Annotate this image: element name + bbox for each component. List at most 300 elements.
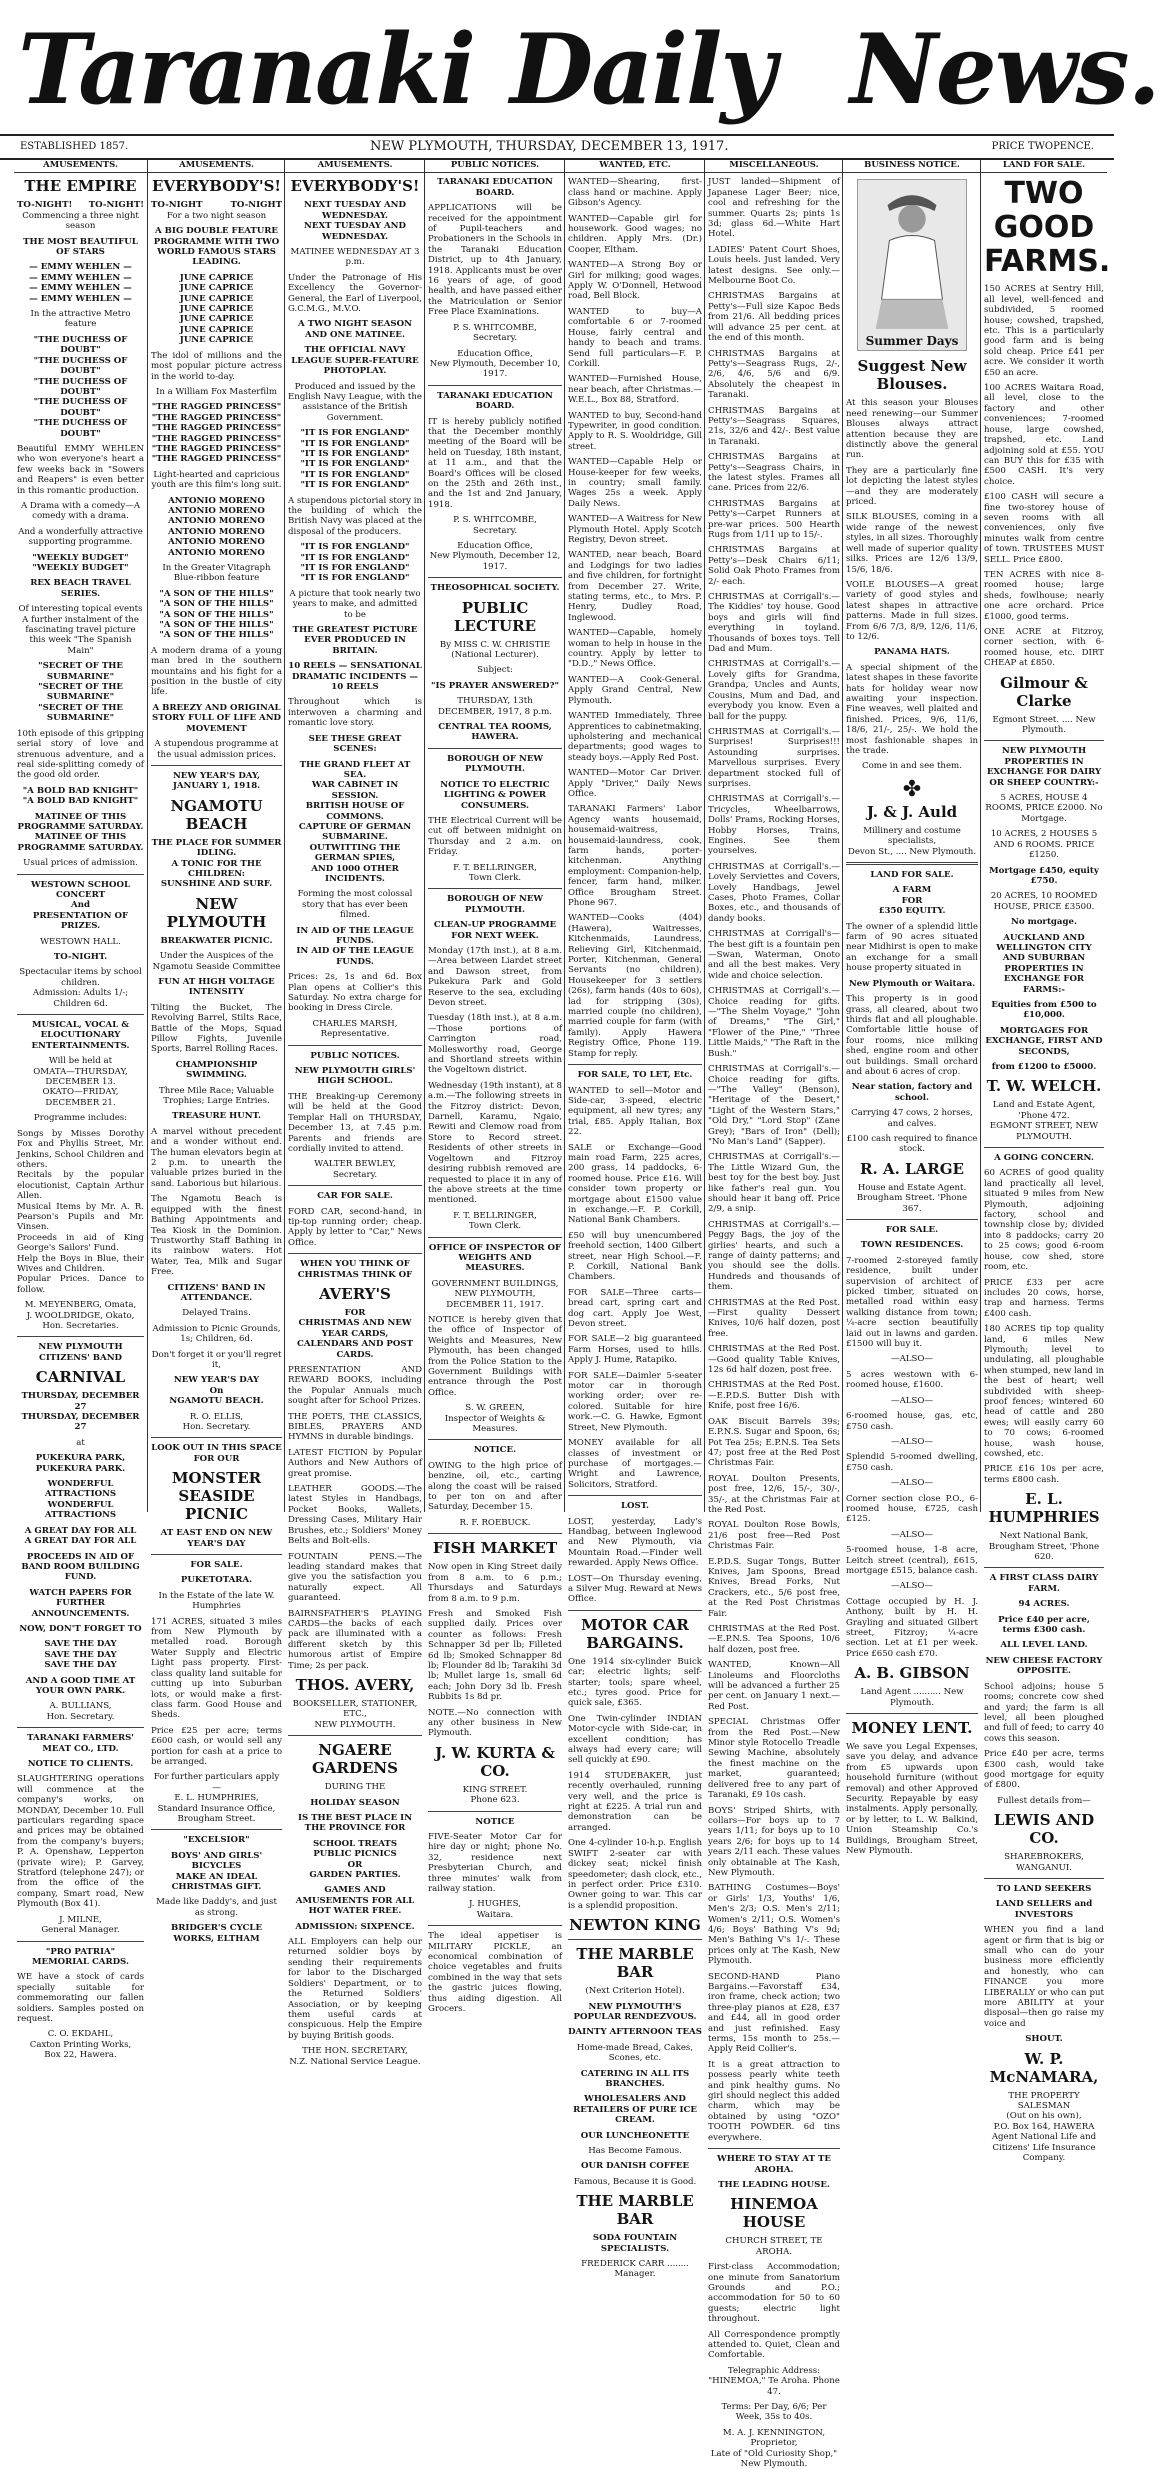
body-paragraph: SALE or Exchange—Good main road Farm, 225 acres, 200 grass, 14 paddocks, 6-roomed house. Price £16. Will consider town property or mortgage about £1500 value in exchange.—F. P. Corkill, National Bank Chambers. xyxy=(568,1142,702,1226)
woman-figure-icon xyxy=(858,180,966,350)
subheading: FOR CHRISTMAS AND NEW YEAR CARDS, CALENDARS AND POST CARDS. xyxy=(297,1307,413,1360)
subheading: OUR LUNCHEONETTE xyxy=(580,2130,690,2141)
masthead-word-daily: Daily xyxy=(510,13,775,126)
body-paragraph: WHEN you find a land agent or firm that is big or small who can do your business more efficiently and honestly, who can FINANCE you more LIBERALLY or who can put more ABILITY at your disposal—then go raise my voice and xyxy=(984,1925,1104,2029)
subheading: ADMISSION: SIXPENCE. xyxy=(295,1921,415,1932)
body-paragraph: IT is hereby publicly notified that the December monthly meeting of the Board will be held on Tuesday, 18th instant, at 11 a.m., and that the Board's Offices will be closed on the 25th and 26th inst., and the 1st and 2nd January, 1918. xyxy=(428,416,562,510)
centered-text: 20 ACRES, 10 ROOMED HOUSE, PRICE £3500. xyxy=(990,891,1098,912)
subheading: THE MOST BEAUTIFUL OF STARS xyxy=(23,236,138,258)
divider xyxy=(17,1336,144,1337)
display-headline: PUBLIC LECTURE xyxy=(453,598,537,635)
subheading: A TWO NIGHT SEASON AND ONE MATINEE. xyxy=(298,319,412,340)
subheading: MATINEE OF THIS PROGRAMME SATURDAY. MATINEE OF THIS PROGRAMME SATURDAY. xyxy=(17,811,144,853)
display-headline: THE MARBLE BAR xyxy=(576,2192,694,2229)
body-paragraph: Cottage occupied by H. J. Anthony, built by H. H. Grayling and situated Gilbert street, Fitzroy; ¼-acre section. Let at £1 per week. Price £650 cash £70. xyxy=(846,1596,978,1659)
subheading: FOR SALE. xyxy=(885,1225,939,1235)
centered-text: For a two night season xyxy=(166,210,267,221)
body-paragraph: WANTED—A Strong Boy or Girl for milking; good wages. Apply W. O'Donnell, Hetwood road, Bell Block. xyxy=(568,260,702,302)
body-paragraph: ROYAL Doulton Rose Bowls, 21/6 post free—Red Post Christmas Fair. xyxy=(708,1520,840,1552)
centered-text: Three Mile Race; Valuable Trophies; Large Entries. xyxy=(159,1085,274,1107)
subheading: "IS PRAYER ANSWERED?" xyxy=(431,680,559,691)
body-paragraph: WANTED—Shearing, first-class hand or machine. Apply Gibson's Agency. xyxy=(568,177,702,209)
centered-text: R. F. ROEBUCK. xyxy=(459,1517,531,1528)
body-paragraph: 5-roomed house, 1-8 acre, Leitch street (central), £615, mortgage £515, balance cash. xyxy=(846,1545,978,1576)
column-header: WANTED, ETC. xyxy=(565,160,705,173)
centered-text: A picture that took nearly two years to make, and admitted to be xyxy=(289,588,421,620)
divider xyxy=(428,1811,562,1812)
subheading: CLEAN-UP PROGRAMME FOR NEXT WEEK. xyxy=(433,920,557,941)
body-paragraph: 100 ACRES Waitara Road, all level, close to the factory and other conveniences; 7-roomed house, large cowshed, trapshed, etc. Land adjoining sold at £55. YOU can BUY this for £35 with £500 CASH. It's very choice. xyxy=(984,383,1104,487)
column-8 xyxy=(980,160,1111,2164)
body-paragraph: The ideal appetiser is MILITARY PICKLE, an economical combination of choice vegetables and fruits combined in the way that sets the gastric juices flowing, thus aiding digestion. All Grocers. xyxy=(428,1931,562,2015)
subheading: BOROUGH OF NEW PLYMOUTH. xyxy=(446,894,544,915)
body-paragraph: BATHING Costumes—Boys' or Girls' 1/3, Youths' 1/6, Men's 2/3; O.S. Men's 2/11; Women's 2/11; O.S. Women's 4/6; Boys' Bathing V's 9d; Men's Bathing V's 1/-. These prices only at The Kash, New Plymouth. xyxy=(708,1883,840,1967)
centered-text: —ALSO— xyxy=(890,1478,934,1489)
body-paragraph: CHRISTMAS Bargains at Petty's—Desk Chairs 6/11; Solid Oak Photo Frames from 2/- each. xyxy=(708,545,840,587)
body-paragraph: WANTED—Motor Car Driver. Apply "Driver," Daily News Office. xyxy=(568,768,702,799)
body-paragraph: CHRISTMAS at Corrigall's.—Choice reading for gifts.—"The Valley" (Benson), "Heritage of the Desert," "Light of the Western Stars," "Old Dry," "Lord Stop" (Zane Grey); "Bars of Iron" (Dell); "No Man's Land" (Sapper). xyxy=(708,1064,840,1147)
column-header: BUSINESS NOTICE. xyxy=(843,160,981,173)
subheading: MUSICAL, VOCAL & ELOCUTIONARY ENTERTAINMENTS. xyxy=(31,1020,130,1051)
body-paragraph: LOST, yesterday, Lady's Handbag, between Inglewood and New Plymouth, via Mountain Road.—Finder well rewarded. Apply News Office. xyxy=(568,1516,702,1569)
established-label: ESTABLISHED 1857. xyxy=(20,141,129,152)
centered-text: In the Estate of the late W. Humphries xyxy=(158,1590,275,1612)
divider xyxy=(708,2148,840,2149)
body-paragraph: 1914 STUDEBAKER, just recently overhauled, running very well, and the price is right at £225. A trial run and demonstration can be arranged. xyxy=(568,1770,702,1833)
centered-text: Famous, Because it is Good. xyxy=(573,2176,697,2187)
display-headline: Gilmour & Clarke xyxy=(1000,673,1088,710)
display-headline: LEWIS AND CO. xyxy=(993,1811,1095,1848)
subheading: SAVE THE DAY SAVE THE DAY SAVE THE DAY xyxy=(44,1639,117,1671)
body-paragraph: CHRISTMAS at Corrigall's—The best gift is a fountain pen—Swan, Waterman, Onoto and all the best makes. Very wide and choice selection. xyxy=(708,929,840,981)
divider xyxy=(288,1735,422,1736)
divider xyxy=(568,1610,702,1611)
body-paragraph: APPLICATIONS will be received for the appointment of Pupil-teachers and Probationers in the Schools in the Taranaki Education District, up to 4th January, 1918. Applicants must be over 16 years of age, of good health, and have passed either the Matriculation or Senior Free Place Examinations. xyxy=(428,203,562,318)
centered-text: 10 ACRES, 2 HOUSES 5 AND 6 ROOMS. PRICE £1250. xyxy=(990,829,1098,861)
body-paragraph: SECOND-HAND Piano Bargains.—Favorstaff £34, iron frame, check action; two three-play pianos at £28, £37 and £44, all in good order and just refinished. Easy terms, 15s month to 25s.—Apply Reid Collier's. xyxy=(708,1971,840,2055)
display-headline: E. L. HUMPHRIES xyxy=(988,1490,1100,1527)
subheading: TO-NIGHT. xyxy=(53,952,108,962)
body-paragraph: Tilting the Bucket, The Revolving Barrel, Stilts Race, Battle of the Mops, Squad Pillow Fights, Juvenile Sports, Barrel Rolling Races. xyxy=(151,1002,282,1055)
centered-text: A stupendous programme at the usual admission prices. xyxy=(154,739,279,760)
body-paragraph: £50 will buy unencumbered freehold section, 1400 Gilbert street, near High School.—F. P. Corkill, National Bank Chambers. xyxy=(568,1230,702,1283)
body-paragraph: CHRISTMAS Bargains at Petty's—Seagrass Squares, 21s, 32/6 and 42/-. Best value in Taranaki. xyxy=(708,405,840,447)
divider xyxy=(428,1533,562,1534)
subheading: WATCH PAPERS FOR FURTHER ANNOUNCEMENTS. xyxy=(29,1587,132,1619)
body-paragraph: School adjoins; house 5 rooms; concrete cow shed and yard; the farm is all level, all been ploughed and full of feed; to carry 40 cows this season. xyxy=(984,1681,1104,1744)
subheading: CHAMPIONSHIP SWIMMING. xyxy=(175,1059,258,1081)
subheading: TREASURE HUNT. xyxy=(172,1111,261,1122)
body-paragraph: CHRISTMAS at the Red Post.—E.P.N.S. Tea Spoons, 10/6 half dozen, post free. xyxy=(708,1624,840,1655)
subheading: NEW PLYMOUTH CITIZENS' BAND xyxy=(38,1342,123,1363)
body-paragraph: JUST landed—Shipment of Japanese Lager Beer; nice, cool and refreshing for the summer. Quarts 2s; pints 1s 3d; glass 6d.—White Hart Hotel. xyxy=(708,177,840,240)
body-paragraph: CHRISTMAS Bargains at Petty's—Carpet Runners at pre-war prices. 500 Hearth Rugs from 1/11 up to 15/-. xyxy=(708,498,840,540)
centered-text: —ALSO— xyxy=(890,1354,934,1365)
subheading: ANTONIO MORENO ANTONIO MORENO ANTONIO MORENO ANTONIO MORENO ANTONIO MORENO ANTONIO MORENO xyxy=(168,495,265,558)
body-paragraph: CHRISTMAS at the Red Post.—E.P.D.S. Butter Dish with Knife, post free 16/6. xyxy=(708,1380,840,1412)
body-paragraph: CHRISTMAS at the Red Post.—Good quality Table Knives, 12s 6d half dozen, post free. xyxy=(708,1344,840,1376)
centered-text: Spectacular items by school children. Admission: Adults 1/-; Children 6d. xyxy=(19,967,142,1009)
body-paragraph: LEATHER GOODS.—The latest Styles in Handbags, Pocket Books, Wallets, Dressing Cases, Military Hair Brushes, etc.; Soldiers' Money Belts and Bolt-ells. xyxy=(288,1484,422,1547)
centered-text: Fullest details from— xyxy=(997,1795,1091,1806)
body-paragraph: One 1914 six-cylinder Buick car; electric lights; self-starter; tools; spare wheel, etc.; tyres good. Price for quick sale, £365. xyxy=(568,1656,702,1709)
body-paragraph: WANTED to buy, Second-hand Typewriter, in good condition. Apply to R. S. Wooldridge, Gill street. xyxy=(568,410,702,452)
headline-row xyxy=(151,200,282,210)
headline-row xyxy=(17,200,144,210)
body-paragraph: CHRISTMAS Bargains at Petty's—Seagrass Chairs, in the latest styles. Frames all cane. Prices from 22/6. xyxy=(708,452,840,494)
column-6 xyxy=(704,160,843,2469)
body-paragraph: Corner section close P.O., 6-roomed house, £725, cash £125. xyxy=(846,1493,978,1525)
centered-text: WALTER BEWLEY, Secretary. xyxy=(314,1159,396,1180)
centered-text: House and Estate Agent. Brougham Street. 'Phone 367. xyxy=(856,1182,968,1214)
ornament-icon: ✤ xyxy=(902,776,922,802)
display-headline: FISH MARKET xyxy=(432,1539,558,1558)
divider xyxy=(568,1939,702,1940)
centered-text: Don't forget it or you'll regret it, xyxy=(151,1349,282,1370)
centered-text: Carrying 47 cows, 2 horses, and calves. xyxy=(851,1108,973,1129)
body-paragraph: Now open in King Street daily from 8 a.m. to 6 p.m.; Thursdays and Saturdays from 8 a.m. to 9 p.m. xyxy=(428,1562,562,1604)
subheading: 94 ACRES. xyxy=(1018,1599,1070,1610)
divider xyxy=(428,748,562,749)
subheading: NEW PLYMOUTH PROPERTIES IN EXCHANGE FOR DAIRY OR SHEEP COUNTRY:- xyxy=(986,746,1102,788)
subheading: A FARM FOR £350 EQUITY. xyxy=(878,885,946,917)
centered-text: F. T. BELLRINGER, Town Clerk. xyxy=(453,862,537,883)
subheading: NEW CHEESE FACTORY OPPOSITE. xyxy=(985,1655,1103,1677)
subheading: "THE DUCHESS OF DOUBT" "THE DUCHESS OF DOUBT" "THE DUCHESS OF DOUBT" "THE DUCHESS OF DOUBT" "THE DUCHESS OF DOUBT" xyxy=(33,334,128,439)
display-headline: THOS. AVERY, xyxy=(295,1675,415,1694)
body-paragraph: WANTED—Cooks (404) (Hawera), Waitresses, Kitchenmaids, Laundress, Relieving Girl, Kitchenmaid, Porter, Kitchenman, General Servants (no children), Housekeeper for 3 settlers (26s), farm hands (40s to 60s), lad for stripping (30s), married couple (no children), married couple for farm (with family). Apply Hawera Registry Office, Phone 119. Stamp for reply. xyxy=(568,913,702,1059)
body-paragraph: A modern drama of a young man bred in the southern mountains and his fight for a position in the bustle of city life. xyxy=(151,645,282,698)
subheading: "IT IS FOR ENGLAND" "IT IS FOR ENGLAND" "IT IS FOR ENGLAND" "IT IS FOR ENGLAND" xyxy=(300,542,410,584)
column-header: AMUSEMENTS. xyxy=(14,160,147,173)
centered-text: P. S. WHITCOMBE, Secretary. xyxy=(453,322,537,344)
body-paragraph: 60 ACRES of good quality land practically all level, situated 9 miles from New Plymouth, adjoining factory, school and township close by; divided into 8 paddocks; carry 20 to 25 cows; good 6-room house, cow shed, store room, etc. xyxy=(984,1168,1104,1273)
display-headline: AVERY'S xyxy=(319,1284,391,1303)
body-paragraph: WANTED, Known—All Linoleums and Floorcloths will be advanced a further 25 per cent. on January 1 next.—Red Post. xyxy=(708,1660,840,1712)
subheading: "IT IS FOR ENGLAND" "IT IS FOR ENGLAND" "IT IS FOR ENGLAND" "IT IS FOR ENGLAND" "IT IS FOR ENGLAND" "IT IS FOR ENGLAND" xyxy=(300,428,410,491)
centered-text: THURSDAY, 13th DECEMBER, 1917, 8 p.m. xyxy=(438,696,552,717)
subheading: A FIRST CLASS DAIRY FARM. xyxy=(989,1573,1099,1594)
centered-text: Forming the most colossal story that has ever been filmed. xyxy=(297,889,413,921)
body-paragraph: It is a great attraction to possess pearly white teeth and pink healthy gums. No girl should neglect this added charm, which may be obtained by using "OZO" TOOTH POWDER. 6d tins everywhere. xyxy=(708,2059,840,2143)
body-paragraph: One 4-cylinder 10-h.p. English SWIFT 2-seater car with dickey seat; nickel finish speedometer; dash clock, etc., in perfect order. Price £310. Owner going to war. This car is a splendid proposition. xyxy=(568,1838,702,1911)
display-headline: THE EMPIRE xyxy=(24,177,137,196)
centered-text: Millinery and costume specialists, Devon St., .... New Plymouth. xyxy=(847,825,977,857)
price-label: PRICE TWOPENCE. xyxy=(991,141,1094,152)
body-paragraph: THE Breaking-up Ceremony will be held at the Good Templar Hall on THURSDAY, December 13, at 7.45 p.m. Parents and friends are cordially invited to attend. xyxy=(288,1091,422,1154)
masthead-word-taranaki: Taranaki xyxy=(18,13,475,126)
body-paragraph: At this season your Blouses need renewing—our Summer Blouses always attract attention because they are distinctly above the general run. xyxy=(846,398,978,461)
subheading: PROCEEDS IN AID OF BAND ROOM BUILDING FUND. xyxy=(21,1551,140,1583)
subheading: WHERE TO STAY AT TE AROHA. xyxy=(717,2154,831,2175)
body-paragraph: FIVE-Seater Motor Car for hire day or night; phone No. 32, residence next Presbyterian Church, and three minutes' walk from railway station. xyxy=(428,1832,562,1895)
body-paragraph: Beautiful EMMY WEHLEN who won everyone's heart a few weeks back in "Sowers and Reapers" is even better in this romantic production. xyxy=(17,443,144,496)
headline-text: TO-NIGHT xyxy=(230,200,282,211)
body-paragraph: WANTED—A Cook-General. Apply Grand Central, New Plymouth. xyxy=(568,674,702,706)
subheading: WHEN YOU THINK OF CHRISTMAS THINK OF xyxy=(297,1259,413,1280)
column-header: LAND FOR SALE. xyxy=(981,160,1107,173)
divider xyxy=(428,1925,562,1926)
display-headline: Suggest New Blouses. xyxy=(857,357,967,394)
divider xyxy=(17,1727,144,1728)
body-paragraph: WANTED, near beach, Board and Lodgings for two ladies and five children, for fortnight from December 27. Write, stating terms, etc., to Mrs. P. Henry, Dudley Road, Inglewood. xyxy=(568,550,702,623)
subheading: SEE THESE GREAT SCENES: xyxy=(308,733,402,755)
body-paragraph: SILK BLOUSES, coming in a wide range of the newest styles, in all sizes. Thoroughly well made of superior quality silks. Prices are 12/6 13/9, 15/6, 18/6. xyxy=(846,512,978,575)
display-headline: A. B. GIBSON xyxy=(854,1664,970,1683)
illustration-caption: Summer Days xyxy=(865,334,959,348)
headline-text: TO-NIGHT! xyxy=(17,200,73,211)
body-paragraph: Prices: 2s, 1s and 6d. Box Plan opens at Collier's this Saturday. No extra charge for booking in Dress Circle. xyxy=(288,972,422,1014)
subheading: TOWN RESIDENCES. xyxy=(860,1240,964,1251)
column-header: AMUSEMENTS. xyxy=(285,160,425,173)
centered-text: —ALSO— xyxy=(890,1581,934,1592)
body-paragraph: OAK Biscuit Barrels 39s; E.P.N.S. Sugar and Spoon, 6s; Pot Tea 25s; E.P.N.S. Tea Sets 47; post free at the Red Post Christmas Fair. xyxy=(708,1416,840,1469)
subheading: A BREEZY AND ORIGINAL STORY FULL OF LIFE AND MOVEMENT xyxy=(151,702,282,734)
divider xyxy=(428,577,562,578)
divider xyxy=(17,1014,144,1015)
centered-text: KING STREET. Phone 623. xyxy=(462,1784,528,1806)
body-paragraph: FORD CAR, second-hand, in tip-top running order; cheap. Apply by letter to "Car," News Office. xyxy=(288,1206,422,1248)
subheading: BREAKWATER PICNIC. xyxy=(160,935,273,946)
column-4 xyxy=(424,160,565,2015)
centered-text: CHARLES MARSH, Representative. xyxy=(312,1018,398,1040)
divider xyxy=(151,1437,282,1438)
subheading: No mortgage. xyxy=(1011,917,1077,928)
centered-text: Land and Estate Agent, 'Phone 472. EGMONT STREET, NEW PLYMOUTH. xyxy=(989,1100,1099,1142)
column-2 xyxy=(147,160,285,1944)
centered-text: And a wonderfully attractive supporting programme. xyxy=(18,526,143,548)
subheading: New Plymouth or Waitara. xyxy=(848,978,976,989)
subheading: "A SON OF THE HILLS" "A SON OF THE HILLS" "A SON OF THE HILLS" "A SON OF THE HILLS" "A SON OF THE HILLS" xyxy=(159,588,274,641)
subheading: GAMES AND AMUSEMENTS FOR ALL HOT WATER FREE. xyxy=(295,1885,415,1917)
body-paragraph: FOUNTAIN PENS.—The leading standard makes that give you the satisfaction you naturally expect. All guaranteed. xyxy=(288,1551,422,1604)
subheading: ALL LEVEL LAND. xyxy=(1000,1640,1088,1651)
body-paragraph: CHRISTMAS at the Red Post.—First quality Dessert Knives, 10/6 half dozen, post free. xyxy=(708,1297,840,1339)
subheading: MORTGAGES FOR EXCHANGE, FIRST AND SECONDS, xyxy=(985,1025,1103,1057)
subheading: PUBLIC NOTICES. xyxy=(310,1050,400,1061)
body-paragraph: BOYS' Striped Shirts, with collars—For boys up to 7 years 1/11; for boys up to 10 years 2/6; for boys up to 14 years 2/11 each. These values only obtainable at The Kash, New Plymouth. xyxy=(708,1805,840,1878)
centered-text: Has Become Famous. xyxy=(588,2146,682,2156)
divider xyxy=(984,1147,1104,1148)
body-paragraph: We save you Legal Expenses, save you delay, and advance from £5 upwards upon household furniture (without removal) and other Approved Security. Repayable by easy instalments. Apply personally, or by letter, to L. W. Balkind, Union Steamship Co.'s Buildings, Brougham Street, New Plymouth. xyxy=(846,1742,978,1857)
divider xyxy=(984,1878,1104,1879)
subheading: THE GRAND FLEET AT SEA. WAR CABINET IN SESSION. BRITISH HOUSE OF COMMONS. CAPTURE OF GERMAN SUBMARINE. OUTWITTING THE GERMAN SPIES, AND 1000 OTHER INCIDENTS. xyxy=(298,759,412,884)
centered-text: GOVERNMENT BUILDINGS, NEW PLYMOUTH, DECEMBER 11, 1917. xyxy=(431,1278,559,1310)
centered-text: £100 cash required to finance stock. xyxy=(846,1133,978,1155)
display-headline: NEWTON KING xyxy=(569,1916,701,1935)
body-paragraph: ROYAL Doulton Presents, post free, 12/6, 15/-, 30/-, 35/-, at the Christmas Fair at the Red Post. xyxy=(708,1473,840,1515)
divider xyxy=(288,1185,422,1186)
subheading: LOST. xyxy=(620,1501,649,1512)
subheading: TO LAND SEEKERS xyxy=(996,1883,1092,1894)
display-headline: EVERYBODY'S! xyxy=(290,177,420,196)
body-paragraph: Monday (17th inst.), at 8 a.m.—Area between Liardet street and Dawson street, from Pukekura Park and Gold Reserve to the sea, excluding Devon street. xyxy=(428,945,562,1008)
body-paragraph: CHRISTMAS at Corrigall's.—Lovely gifts for Grandma, Grandpa, Uncles and Aunts, Cousins, Mum and Dad, and everybody you know. Even a ball for the puppy. xyxy=(708,659,840,722)
body-paragraph: CHRISTMAS at Corrigall's.—The Kiddies' toy house. Good boys and girls will find everything in toyland. Thousands of boxes toys. Tell Dad and Mum. xyxy=(708,592,840,655)
subheading: THE LEADING HOUSE. xyxy=(718,2179,830,2190)
subheading: IN AID OF THE LEAGUE FUNDS. IN AID OF THE LEAGUE FUNDS. xyxy=(296,925,414,967)
subheading: WESTOWN SCHOOL CONCERT And PRESENTATION OF PRIZES. xyxy=(31,879,130,932)
divider xyxy=(428,1439,562,1440)
body-paragraph: One Twin-cylinder INDIAN Motor-cycle with Side-car, in excellent condition; has always had every care; will sell quickly at £90. xyxy=(568,1713,702,1766)
body-paragraph: CHRISTMAS Bargains at Petty's—Full size Kapoc Beds from 21/6. All bedding prices will advance 25 per cent. at the end of this month. xyxy=(708,291,840,344)
centered-text: Programme includes: xyxy=(33,1113,128,1124)
body-paragraph: BAIRNSFATHER'S PLAYING CARDS—the backs of each pack are illuminated with a different sketch by this humorous artist of Empire Time; 2s per pack. xyxy=(288,1608,422,1671)
subheading: Equities from £500 to £10,000. xyxy=(991,999,1097,1021)
body-paragraph: WANTED—A Waitress for New Plymouth Hotel. Apply Scotch Registry, Devon street. xyxy=(568,514,702,545)
body-paragraph: They are a particularly fine lot depicting the latest styles—and they are moderately priced. xyxy=(846,465,978,508)
body-paragraph: MONEY available for all classes of investment or purchase of mortgages.—Wright and Lawrence, Solicitors, Stratford. xyxy=(568,1438,702,1490)
centered-text: Made like Daddy's, and just as strong. xyxy=(156,1897,277,1918)
subheading: AT EAST END ON NEW YEAR'S DAY xyxy=(160,1528,273,1549)
display-headline: W. P. McNAMARA, xyxy=(989,2049,1099,2086)
body-paragraph: NOTICE is hereby given that the office of Inspector of Weights and Measures, New Plymouth, has been changed from the Police Station to the Government Buildings with entrance through the Post Office. xyxy=(428,1314,562,1398)
body-paragraph: A marvel without precedent and a wonder without end. The human elevators begin at 2 p.m. to unearth the valuable prizes buried in the sand. Laborious but hilarious. xyxy=(151,1126,282,1189)
body-paragraph: ONE ACRE at Fitzroy, corner section, with 6-roomed house, etc. DIRT CHEAP at £850. xyxy=(984,627,1104,669)
subheading: SODA FOUNTAIN SPECIALISTS. xyxy=(592,2233,678,2254)
body-paragraph: This property is in good grass, all cleared, about two thirds flat and all ploughable. Comfortable little house of four rooms, nice milking shed, engine room and other out buildings. Small orchard and about 6 acres of crop. xyxy=(846,994,978,1077)
display-headline: MOTOR CAR BARGAINS. xyxy=(581,1615,689,1652)
subheading: CAR FOR SALE. xyxy=(317,1191,393,1202)
display-headline: J. W. KURTA & CO. xyxy=(435,1743,555,1780)
subheading: CITIZENS' BAND IN ATTENDANCE. xyxy=(167,1282,266,1303)
column-header: AMUSEMENTS. xyxy=(148,160,285,173)
centered-text: In the Greater Vitagraph Blue-ribbon feature xyxy=(162,563,271,584)
column-1 xyxy=(14,160,147,2061)
centered-text: S. W. GREEN, Inspector of Weights & Measures. xyxy=(444,1403,546,1435)
body-paragraph: FOR SALE—2 big guaranteed Farm Horses, used to hills. Apply J. Hume, Ratapiko. xyxy=(568,1334,702,1366)
body-paragraph: The owner of a splendid little farm of 90 acres situated near Midhirst is open to make an exchange for a small house property situated in xyxy=(846,921,978,974)
centered-text: M. MEYENBERG, Omata, J. WOOLDRIDGE, Okato, Hon. Secretaries. xyxy=(24,1300,137,1331)
subheading: "WEEKLY BUDGET" "WEEKLY BUDGET" xyxy=(32,552,129,573)
centered-text: Light-hearted and capricious youth are this film's long suit. xyxy=(151,469,282,491)
subheading: THE GREATEST PICTURE EVER PRODUCED IN BRITAIN. xyxy=(292,625,418,656)
centered-text: at xyxy=(76,1437,85,1448)
body-paragraph: NOTE.—No connection with any other business in New Plymouth. xyxy=(428,1707,562,1739)
body-paragraph: WANTED—Capable, homely woman to help in house in the country. Apply by letter to "D.D.," News Office. xyxy=(568,628,702,670)
centered-text: (Next Criterion Hotel). xyxy=(585,1986,685,1997)
subheading: JUNE CAPRICE JUNE CAPRICE JUNE CAPRICE JUNE CAPRICE JUNE CAPRICE JUNE CAPRICE JUNE CAPRICE xyxy=(179,272,254,346)
subheading: OFFICE OF INSPECTOR OF WEIGHTS AND MEASURES. xyxy=(428,1242,562,1274)
body-paragraph: 10th episode of this gripping serial story of love and strenuous adventure, and a real side-splitting comedy of the good old order. xyxy=(17,728,144,781)
subheading: PANAMA HATS. xyxy=(874,647,950,658)
body-paragraph: TEN ACRES with nice 8-roomed house; large sheds, fowlhouse; nearly one acre orchard. Price £1000, good terms. xyxy=(984,569,1104,622)
centered-text: For further particulars apply— E. L. HUMPHRIES, Standard Insurance Office, Brougham Street. xyxy=(153,1772,280,1824)
body-paragraph: TARANAKI Farmers' Labor Agency wants housemaid, housemaid-waitress, housemaid-laundress, cook, farm hands, porter-kitchenman. Anything employment: Companion-help, fencer, farm hand, milker. Office Brougham Street. Phone 967. xyxy=(568,804,702,908)
display-headline: J. & J. Auld xyxy=(866,802,958,821)
body-paragraph: CHRISTMAS at Corrigall's.—Surprises! Surprises!!! Astounding surprises. Marvellous surprises. Every department stocked full of surprises. xyxy=(708,726,840,789)
centered-text: A Drama with a comedy—A comedy with a drama. xyxy=(20,500,141,522)
display-headline: THE MARBLE BAR xyxy=(576,1945,694,1982)
subheading: SCHOOL TREATS PUBLIC PICNICS OR GARDEN PARTIES. xyxy=(309,1838,401,1881)
column-3 xyxy=(284,160,425,2067)
divider xyxy=(17,1941,144,1942)
place-date: NEW PLYMOUTH, THURSDAY, DECEMBER 13, 1917. xyxy=(370,139,729,154)
body-paragraph: 171 ACRES, situated 3 miles from New Plymouth by metalled road. Borough Water Supply and Electric Light pass property. First-class quality land suitable for cutting up into Suburban lots, or would make a first-class farm. Good House and Sheds. xyxy=(151,1616,282,1721)
subheading: NEW PLYMOUTH'S POPULAR RENDEZVOUS. xyxy=(573,2001,697,2022)
display-headline: T. W. WELCH. xyxy=(986,1077,1102,1096)
display-headline: TWO GOOD FARMS. xyxy=(984,176,1111,280)
centered-text: Delayed Trains. xyxy=(182,1308,251,1319)
body-paragraph: WANTED to buy—A comfortable 6 or 7-roomed House, fairly central and handy to beach and trams. Send full particulars—F. P. Corkill. xyxy=(568,306,702,369)
divider xyxy=(846,1219,978,1220)
subheading: BOYS' AND GIRLS' BICYCLES MAKE AN IDEAL CHRISTMAS GIFT. xyxy=(170,1850,263,1892)
centered-text: Under the Auspices of the Ngamotu Seaside Committee xyxy=(152,951,281,972)
body-paragraph: Price £40 per acre, terms £300 cash, would take good mortgage for equity of £800. xyxy=(984,1749,1104,1791)
body-paragraph: CHRISTMAS at Corrigall's.—The Little Wizard Gun, the best toy for the best boy. Just like father's real gun. You should hear it bang off. Price 2/9, a snip. xyxy=(708,1152,840,1215)
subheading: TARANAKI FARMERS' MEAT CO., LTD. xyxy=(27,1733,134,1754)
body-paragraph: CHRISTMAS Bargains at Petty's—Seagrass Rugs, 2/-, 2/6, 4/6, 5/6 and 6/9. Absolutely the cheapest in Taranaki. xyxy=(708,348,840,401)
subheading: "PRO PATRIA" MEMORIAL CARDS. xyxy=(32,1946,129,1967)
body-paragraph: LADIES' Patent Court Shoes, Louis heels. Just landed. Very latest designs. See only.—Melbourne Boot Co. xyxy=(708,244,840,287)
body-paragraph: PRESENTATION AND REWARD BOOKS, including the Popular Annuals much sought after for School Prizes. xyxy=(288,1365,422,1407)
subheading: "THE RAGGED PRINCESS" "THE RAGGED PRINCESS" "THE RAGGED PRINCESS" "THE RAGGED PRINCESS" "THE RAGGED PRINCESS" "THE RAGGED PRINCESS" xyxy=(151,402,282,465)
body-paragraph: CHRISTMAS at Corrigall's.—Choice reading for gifts.—"The Shelm Voyage," "John of Dreams," "The Girl," "Flower of the Pine," "Three Little Maids," "The Raft in the Bush." xyxy=(708,986,840,1059)
centered-text: A. BULLIANS, Hon. Secretary. xyxy=(46,1701,115,1722)
body-paragraph: WANTED—Capable girl for housework. Good wages; no children. Apply Mrs. (Dr.) Cooper, Eltham. xyxy=(568,213,702,255)
divider xyxy=(428,1237,562,1238)
subheading: PUKETOTARA. xyxy=(180,1575,253,1586)
divider xyxy=(568,1064,702,1065)
body-paragraph: The idol of millions and the most popular picture actress in the world to-day. xyxy=(151,350,282,382)
subheading: THE OFFICIAL NAVY LEAGUE SUPER-FEATURE PHOTOPLAY. xyxy=(291,345,419,377)
display-headline: MONEY LENT. xyxy=(851,1719,973,1738)
body-paragraph: Under the Patronage of His Excellency the Governor-General, the Earl of Liverpool, G.C.M.G., M.V.O. xyxy=(288,272,422,315)
subheading: FUN AT HIGH VOLTAGE INTENSITY xyxy=(158,976,275,998)
subheading: NEW YEAR'S DAY On NGAMOTU BEACH. xyxy=(169,1375,264,1407)
subheading: WONDERFUL ATTRACTIONS WONDERFUL ATTRACTIONS xyxy=(44,1479,117,1521)
divider xyxy=(428,385,562,386)
body-paragraph: £100 CASH will secure a fine two-storey house of seven rooms with all conveniences, only five minutes walk from centre of town. TRUSTEES MUST SELL. Price £800. xyxy=(984,492,1104,565)
body-paragraph: WANTED to sell—Motor and Side-car, 3-speed, electric equipment, all new tyres; any trial, £85. Apply Italian, Box 22. xyxy=(568,1085,702,1138)
body-paragraph: CHRISTMAS at Corrigall's.—Tricycles, Wheelbarrows, Dolls' Prams, Rocking Horses, Hobby Horses, Trains, Engines. See them yourselves. xyxy=(708,794,840,857)
centered-text: Of interesting topical events A further instalment of the fascinating travel picture this week "The Spanish Main" xyxy=(18,604,143,656)
centered-text: Commencing a three night season xyxy=(22,210,139,232)
illustration-woman-in-blouse xyxy=(857,179,967,351)
subheading: NEXT TUESDAY AND WEDNESDAY. NEXT TUESDAY AND WEDNESDAY. xyxy=(304,200,406,242)
subheading: LOOK OUT IN THIS SPACE FOR OUR xyxy=(151,1443,282,1464)
centered-text: Education Office, New Plymouth, December 10, 1917. xyxy=(429,348,561,380)
divider xyxy=(428,888,562,889)
body-paragraph: PRICE £16 10s per acre, terms £800 cash. xyxy=(984,1464,1104,1485)
centered-text: Land Agent .......... New Plymouth. xyxy=(860,1687,964,1708)
divider xyxy=(568,1495,702,1496)
column-7 xyxy=(842,160,981,1857)
subheading: PUKEKURA PARK, PUKEKURA PARK. xyxy=(35,1453,126,1474)
body-paragraph: Songs by Misses Dorothy Fox and Phyllis Street, Mr. Jenkins, School Children and others. Recitals by the popular elocutionist, Captain Arthur Allen. Musical Items by Mr. A. R. Pearson's Pupils and Mr. Vinsen. Proceeds in aid of King George's Sailors' Fund. Help the Boys in Blue, their Wives and Children. Popular Prices. Dance to follow. xyxy=(17,1128,144,1295)
body-paragraph: 6-roomed house, gas, etc, £750 cash. xyxy=(846,1411,978,1432)
centered-text: By MISS C. W. CHRISTIE (National Lecturer). xyxy=(439,639,551,661)
centered-text: Next National Bank, Brougham Street, 'Phone 620. xyxy=(988,1531,1100,1563)
body-paragraph: OWING to the high price of benzine, oil, etc., carting along the coast will be raised to per ton on and after Saturday, December 15. xyxy=(428,1460,562,1513)
subheading: from £1200 to £5000. xyxy=(991,1062,1097,1072)
centered-text: Admission to Picnic Grounds, 1s; Children, 6d. xyxy=(152,1323,281,1345)
subheading: THE PLACE FOR SUMMER IDLING. A TONIC FOR THE CHILDREN: SUNSHINE AND SURF. xyxy=(151,837,282,890)
divider xyxy=(288,1253,422,1254)
centered-text: THE PROPERTY SALESMAN (Out on his own), P.O. Box 164, HAWERA Agent National Life and Citizens' Life Insurance Company. xyxy=(991,2090,1097,2164)
subheading: NOTICE xyxy=(475,1816,515,1827)
subheading: NEW PLYMOUTH GIRLS' HIGH SCHOOL. xyxy=(294,1066,416,1087)
headline-text: TO-NIGHT! xyxy=(88,200,144,211)
body-paragraph: A special shipment of the latest shapes in these favorite hats for holiday wear now awaiting your inspection. Fine weaves, well plaited and finished. Prices, 9/6, 11/6, 18/6, 21/-, 25/-. We hold the most fashionable shapes in the trade. xyxy=(846,662,978,756)
divider xyxy=(151,1829,282,1830)
subheading: DAINTY AFTERNOON TEAS xyxy=(568,2027,702,2038)
centered-text: BOOKSELLER, STATIONER, ETC., NEW PLYMOUTH. xyxy=(292,1698,418,1730)
centered-text: —ALSO— xyxy=(890,1529,934,1540)
subheading: IS THE BEST PLACE IN THE PROVINCE FOR xyxy=(297,1813,413,1834)
subheading: BRIDGER'S CYCLE WORKS, ELTHAM xyxy=(171,1923,262,1944)
centered-text: M. A. J. KENNINGTON, Proprietor, Late of "Old Curiosity Shop," New Plymouth. xyxy=(710,2427,838,2469)
